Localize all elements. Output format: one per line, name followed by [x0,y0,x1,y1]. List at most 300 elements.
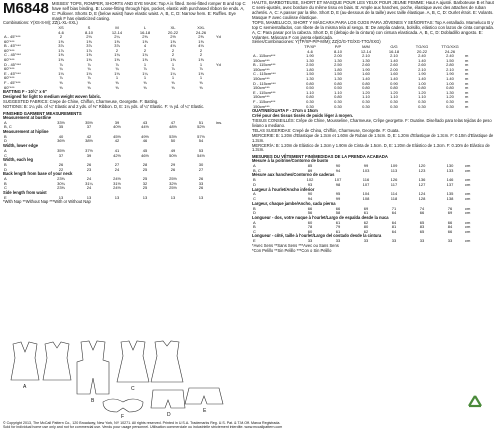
row-value: 32½ [169,180,177,186]
row-value: 120 [418,163,426,169]
row-label: A [4,119,7,125]
row-value: 2.60 [362,62,370,68]
row-value: 128 [418,196,426,202]
row-value: 3⅞ [114,43,120,49]
row-value: 2.10 [390,53,398,59]
row-value: 13 [142,194,148,200]
french-title: HAUTS, BARBOTEUSE, SHORT ET MASQUE POUR LES YEUX POUR JEUNE FEMME: Haut A ajusté. Barboteuse B et haut C semi-ajustés, avec bordure du même tissu en biais. B: Ample aux hanches, poche, élastique avec des attaches de ruban achetés. A, C: A passer par la tête. Short D, E (au-dessous de la taille) avec taille élastique. A, B, C, D: Ourlet étroit. E: Volants. Masque F avec coulisse élastique. [252,0,494,20]
row-value: 80 [363,224,369,230]
row-value: 22 [58,166,64,172]
row-value: 0.30 [334,99,342,105]
row-value: ⅜ [87,84,91,90]
size-number: 16-18 [388,48,400,54]
shorts-e-drawing [185,388,223,404]
row-value: 103 [362,167,370,173]
row-unit: cm [465,224,471,230]
row-label: 150cm*** [253,66,270,72]
row-value: 90 [335,163,341,169]
row-value: 113 [390,167,398,173]
row-label: A - 45"*** [4,34,21,40]
row-value: 3⅞ [58,43,64,49]
row-unit: m [465,94,469,100]
row-value: 1.90 [418,71,426,77]
row-value: 2 [143,47,147,53]
row-value: 44½ [141,124,149,130]
row-value: 1.90 [306,53,314,59]
row-label: A [253,191,256,197]
row-value: 1.50 [306,71,314,77]
row-unit: cm [465,191,471,197]
row-value: 23⅜ [57,176,65,182]
row-unit: m [465,66,469,72]
row-value: 79 [335,224,341,230]
row-label: A [4,176,7,182]
row-value: 1.30 [334,57,342,63]
nap-note: *With Nap **Without Nap ***With or Without Nap [3,199,91,205]
row-value: 126 [390,177,398,183]
row-value: 102 [306,177,314,183]
row-value: 1¼ [170,70,176,76]
row-value: 4 [143,43,147,49]
row-value: 1⅛ [114,70,120,76]
fig-label-b: B [91,398,95,404]
row-value: 32 [142,180,148,186]
row-value: 135 [446,191,454,197]
size-header: XXL [197,24,205,30]
row-value: 116 [362,177,370,183]
row-value: 108 [362,196,370,202]
row-value: 23 [86,166,92,172]
row-value: 24½ [113,185,121,191]
spanish-title: TOPS, MAMELUCO, SHORT Y MÁSCARA PARA LOS OJOS PARA JÓVENES Y SEÑORITAS: Top A entallado. Mameluco B y top C semientallados, con ribete de la misma tela al sesgo. B: De amplia cadera, bolsillo, elástico con lazos de cinta comprada. A, C: Para pasar por la cabeza. Short D, E (debajo de la cintura) con cintura elasticada. A, B, C, D: Dobladillo angosto. E: Volantes. Máscara F con jareta elasticada. [252,20,494,40]
row-value: 33½ [57,119,65,125]
row-value: 64 [391,228,397,234]
row-value: 60 [307,228,313,234]
row-value: 1.40 [390,57,398,63]
row-value: 0.30 [418,99,426,105]
row-value: 1.40 [390,76,398,82]
size-header: XL [170,24,176,30]
row-value: 1⅞ [58,47,64,53]
row-value: ⅜ [59,84,63,90]
row-value: 66 [335,205,341,211]
row-value: 1 [143,61,147,67]
row-value: 24 [86,185,92,191]
row-value: 47 [170,119,176,125]
row-value: 62 [363,228,369,234]
row-value: 1 [115,75,119,81]
measurement-heading: Measurement at hipline [3,128,49,134]
row-value: 1.60 [390,71,398,77]
row-value: 107 [334,177,342,183]
row-value: 83 [419,224,425,230]
row-value: 1.80 [306,66,314,72]
row-unit: cm [465,177,471,183]
row-value: 0.30 [306,103,314,109]
row-value: 104 [362,191,370,197]
row-label: 150cm*** [253,103,270,109]
row-value: 48½ [169,124,177,130]
row-value: 99 [363,163,369,169]
row-value: 0.50 [306,85,314,91]
row-value: 39 [86,152,92,158]
row-value: 25½ [169,185,177,191]
row-value: 1.20 [446,94,454,100]
row-value: ⅜ [171,84,175,90]
row-value: 137 [446,181,454,187]
fig-label-c: C [131,386,135,392]
row-unit: m [465,57,469,63]
row-value: 109 [390,163,398,169]
row-value: 146 [446,177,454,183]
row-value: 1⅝ [58,52,64,58]
row-unit: m [465,103,469,109]
measurement-heading: Side length from waist [3,189,47,195]
row-value: ⅜ [199,84,203,90]
row-label: 150cm*** [253,85,270,91]
row-value: 0.30 [306,99,314,105]
row-value: 0.80 [306,94,314,100]
row-value: 13 [58,194,64,200]
row-value: 31¼ [85,180,93,186]
ouatine: OUATINE/GUATA F - 27cm x 15cm [252,108,318,114]
row-value: 1⅞ [86,47,92,53]
row-value: 46½ [141,152,149,158]
row-value: 0.80 [306,80,314,86]
header-row [3,1,246,21]
row-value: 24 [114,166,120,172]
row-value: 2 [199,52,203,58]
size-header: S [87,24,91,30]
row-value: 2½ [170,34,176,40]
row-value: 35½ [85,119,93,125]
usage-line: Sold for individual home use only and not for commercial use. Vendu pour usage personnel. Utilisation commerciale ou industrielle strictement interdite. www.mccallpattern.com [3,425,283,430]
row-value: ⅞ [115,61,119,67]
row-value: 2.40 [446,53,454,59]
row-value: 1.30 [446,89,454,95]
row-value: 98 [335,181,341,187]
row-value: 1⅛ [58,70,64,76]
row-value: 0.30 [418,103,426,109]
row-value: 0.30 [390,99,398,105]
row-value: 1.10 [390,94,398,100]
row-value: 33 [363,238,369,244]
row-value: 52½ [197,124,205,130]
size-number: 24-26 [444,48,456,54]
row-value: 2.50 [306,62,314,68]
row-value: 130 [446,163,454,169]
row-value: 0.30 [390,103,398,109]
row-unit: cm [465,219,471,225]
row-value: 0.80 [418,85,426,91]
row-value: 1.20 [418,89,426,95]
row-value: 114 [390,191,398,197]
size-number: 20-22 [167,29,179,35]
row-value: 29 [170,162,176,168]
row-value: 38½ [85,138,93,144]
row-value: 117 [390,181,398,187]
row-value: 26 [58,162,64,168]
row-value: ⅞ [143,66,147,72]
row-value: 40 [58,133,64,139]
fr-fabric-weight-note: Créé pour des tissus tissés de poids léger à moyen. [252,113,354,119]
row-value: 4⅛ [170,43,176,49]
row-value: 1⅝ [142,38,148,44]
size-header: P/P [334,43,342,49]
row-value: 1⅜ [86,57,92,63]
row-value: 2.00 [334,53,342,59]
row-value: 42 [86,133,92,139]
size-number: 8-10 [84,29,93,35]
size-number: 20-22 [416,48,428,54]
size-number: 24-26 [195,29,207,35]
row-value: 1⅜ [58,57,64,63]
row-unit: cm [465,210,471,216]
row-value: 43 [142,119,148,125]
row-value: 2.00 [390,66,398,72]
row-value: 1⅝ [114,38,120,44]
row-value: 78 [307,224,313,230]
size-header: TTG/XXG [441,43,459,49]
row-value: 54½ [197,152,205,158]
measurement-heading: Measurement at bustline [3,114,51,120]
row-value: 2.80 [446,62,454,68]
row-label: 60"*** [4,38,15,44]
row-label: B [4,162,7,168]
row-label: C [4,185,7,191]
measurement-heading: Width, each leg [3,157,33,163]
row-value: 66 [447,219,453,225]
row-value: ⅞ [199,66,203,72]
measurement-table [3,149,217,158]
row-value: 33 [391,238,397,244]
row-label: E - 45"*** [4,70,21,76]
row-value: 0.30 [446,103,454,109]
es-nap-note: *Con Pelillo **Sin Pelillo ***Con o Sin Pelillo [252,247,332,253]
row-value: 65 [419,228,425,234]
row-value: 13 [170,194,176,200]
row-value: 1⅝ [58,38,64,44]
row-value: 37 [58,152,64,158]
row-value: 74 [419,205,425,211]
row-value: 60 [307,219,313,225]
row-unit: m [465,71,469,77]
row-label: B, C [4,124,12,130]
size-header: TG/XG [415,43,429,49]
batting: BATTING F - 10¼" x 6" [3,89,47,95]
yardage-table [3,26,222,90]
size-header: M [115,24,119,30]
row-value: 127 [418,181,426,187]
row-value: 33 [198,180,204,186]
row-unit: Yd [216,34,221,40]
row-value: 13 [198,194,204,200]
row-value: 2⅛ [86,34,92,40]
row-value: 99 [335,196,341,202]
row-label: A [4,147,7,153]
row-unit: m [465,62,469,68]
row-value: 2.60 [390,62,398,68]
row-unit: cm [465,205,471,211]
row-unit: m [465,85,469,91]
row-label: C - 115cm*** [253,71,276,77]
fr-yardage-table [252,45,469,109]
top-a-back-drawing [43,342,71,380]
row-value: ⅜ [171,80,175,86]
row-label: 60"*** [4,57,15,63]
row-value: 85 [307,163,313,169]
row-value: 1 [171,61,175,67]
row-value: 26 [86,162,92,168]
row-value: 71 [391,205,397,211]
measurement-heading: Width, lower edge [3,143,38,149]
row-value: 61 [335,219,341,225]
row-value: 1 [171,75,175,81]
size-header: M/M [362,43,370,49]
row-label: C [253,228,256,234]
row-value: 123 [418,167,426,173]
row-value: 25 [142,185,148,191]
row-value: 40½ [113,124,121,130]
row-value: 69 [363,205,369,211]
row-value: ⅜ [87,80,91,86]
row-value: 61 [335,228,341,234]
row-label: B [253,177,256,183]
row-value: ⅜ [199,80,203,86]
row-value: 2.10 [418,66,426,72]
english-column [3,0,246,205]
size-number: 16-18 [139,29,151,35]
size-number: 12-14 [360,48,372,54]
row-label: 60"*** [4,47,15,53]
fig-label-f: F [121,414,125,420]
row-label: B - 45"*** [4,43,21,49]
pattern-number: M6848 [3,0,49,17]
copyright-line: © Copyright 2013, The McCall Pattern Co., 120 Broadway, New York, NY 10271. All rights reserved. Printed in U.S.A. Trademarks Reg. U.S. Pat. & T.M.Off. Marca Registrada. [3,421,281,425]
row-value: 107 [362,181,370,187]
row-value: 0.80 [362,85,370,91]
row-value: 2.60 [418,62,426,68]
row-value: 49 [170,147,176,153]
row-value: 1.50 [446,57,454,63]
row-value: 2 [59,34,63,40]
row-value: 0.80 [362,80,370,86]
row-value: 81 [391,224,397,230]
row-unit: cm [465,167,471,173]
measurement-heading: Largeur, chaque jambe/Ancho, cada pierna [252,200,336,206]
row-value: 13 [86,194,92,200]
row-value: 31½ [113,180,121,186]
row-value: 0.30 [362,99,370,105]
row-value: 94 [307,196,313,202]
row-value: 1.10 [362,94,370,100]
row-value: 2.50 [334,62,342,68]
row-value: 33 [447,238,453,244]
row-value: 61 [363,210,369,216]
row-value: 1⅜ [198,70,204,76]
row-value: 2 [171,52,175,58]
row-value: 35½ [57,147,65,153]
row-value: ¾ [59,66,63,72]
row-value: 1⅝ [198,57,204,63]
row-value: 0.80 [390,85,398,91]
row-value: 2 [171,47,175,53]
row-label: 60"*** [4,66,15,72]
row-label: 60"*** [4,75,15,81]
row-value: 1.50 [334,71,342,77]
recycle-icon [462,392,488,418]
row-value: 1.40 [362,76,370,82]
row-value: 2⅜ [142,34,148,40]
row-value: 1⅝ [198,38,204,44]
row-value: 66 [307,205,313,211]
row-label: E - 115cm*** [253,89,276,95]
row-label: B [253,224,256,230]
french-spanish-column [252,0,497,254]
row-value: 0.30 [334,103,342,109]
row-value: 1⅝ [142,57,148,63]
row-value: 27 [198,166,204,172]
row-value: 1¾ [114,52,120,58]
row-value: 50 [170,138,176,144]
row-value: 26 [170,166,176,172]
row-label: C [4,152,7,158]
fig-label-e: E [203,408,207,414]
row-value: 89 [307,167,313,173]
row-label: E [253,238,256,244]
row-unit: cm [465,228,471,234]
measurement-heading: Back length from base of your neck [3,171,73,177]
row-label: C - 45"*** [4,52,21,58]
row-value: 93 [307,181,313,187]
row-value: 23⅜ [57,185,65,191]
mercerie: MERCERIE: B: 1.20m d'Elastique de 1.3cm et 1.60m de Ruban de 1.5cm. D, E: 1.20m d'Elastique de 1.3cm. F: 0.10m d'Elastique de 1.3cm. [252,132,494,143]
row-value: 36½ [57,138,65,144]
row-value: 42 [114,138,120,144]
row-value: 66 [419,210,425,216]
row-label: B [4,180,7,186]
row-value: 1.30 [334,76,342,82]
row-value: 1.90 [362,66,370,72]
row-value: 84 [447,224,453,230]
row-value: 2 [115,47,119,53]
measurement-heading: Mesure aux hanches/Contorno de caderas [252,172,335,178]
size-number: 12-14 [111,29,123,35]
row-label: 150cm*** [253,57,270,63]
measurement-table [3,177,217,191]
measurement-table [252,221,471,235]
row-value: 0.90 [390,80,398,86]
row-value: 4⅛ [198,43,204,49]
row-value: 25½ [169,176,177,182]
row-label: B [4,133,7,139]
row-label: A [253,219,256,225]
row-value: 28 [142,162,148,168]
row-unit: cm [465,238,471,244]
combinations: Combinations: Y(XS-S-M); ZZ(L-XL-XXL) [3,20,78,25]
row-value: 1⅝ [170,57,176,63]
row-value: 1 [199,61,203,67]
row-value: 26 [198,185,204,191]
tissus-conseilles: TISSUS CONSEILLÉS: Crêpe de Chine, Mousseline, Charmeuse, Crêpe georgette. F: Ouatine. Diseñado para telas tejidas de peso liviano a mediano. [252,118,492,128]
fr-combinations: Séries/Combinaciones: Y(TP/XP-P/P-M/M); ZZ(G/G-TG/XG-TTG/XXG) [252,39,381,44]
row-value: 1.90 [446,71,454,77]
row-value: 53½ [169,133,177,139]
row-unit: m [465,76,469,82]
row-unit: Yd [216,61,221,67]
row-value: 1.00 [446,80,454,86]
row-value: 58 [335,210,341,216]
